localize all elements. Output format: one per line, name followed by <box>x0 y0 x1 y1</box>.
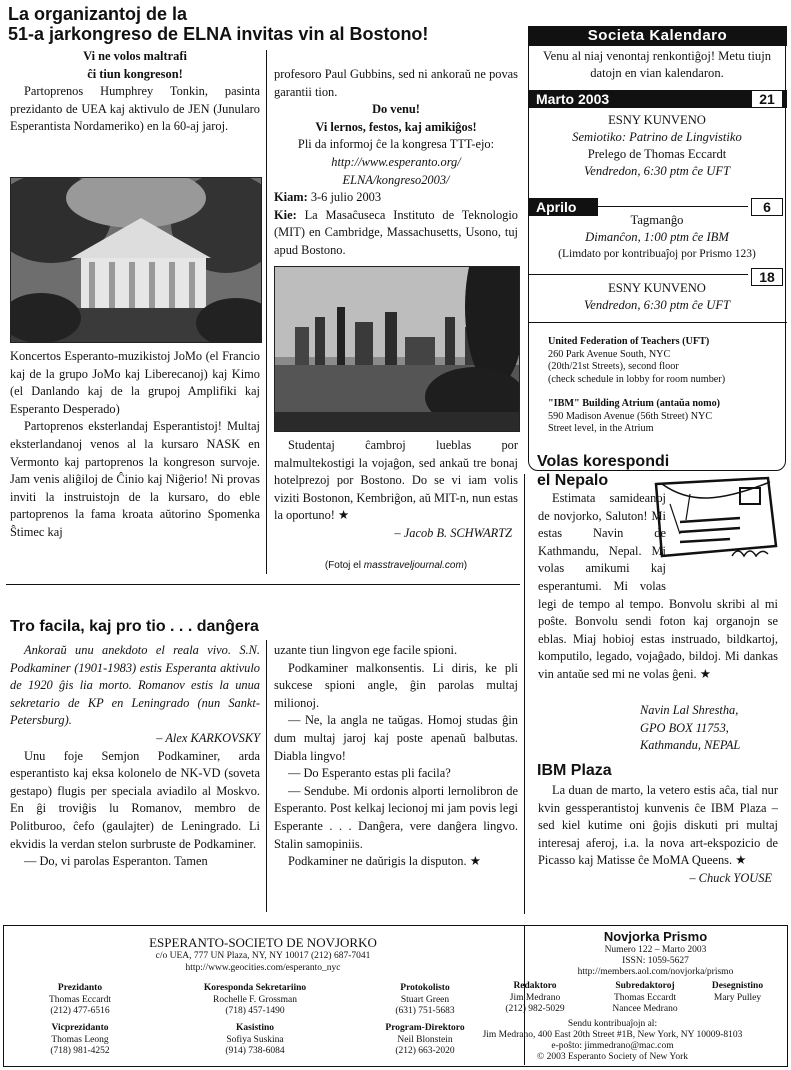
tro-facila-headline: Tro facila, kaj pro tio . . . danĝera <box>10 618 259 635</box>
headline <box>8 4 518 44</box>
elna-p1: Partoprenos Humphrey Tonkin, pasinta prezidanto de UEA kaj aktivulo de JEN (Junularo Esperantista Nordameriko) en la 60-aj jaroj. <box>10 84 260 134</box>
day-6: 6 <box>751 198 783 216</box>
officer-sekretariino: Koresponda Sekretariino Rochelle F. Grossman (718) 457-1490 <box>203 983 307 1016</box>
elna-article-col2 <box>274 66 518 260</box>
column-divider <box>266 50 267 574</box>
officer-program-direktoro: Program-Direktoro Neil Blonstein (212) 663-2020 <box>385 1023 465 1056</box>
calendar-event-1[interactable]: ESNY KUNVENO Semiotiko: Patrino de Lingvistiko Prelego de Thomas Eccardt Vendredon, 6:30 ptm ĉe UFT <box>572 113 742 178</box>
calendar-event-3[interactable]: ESNY KUNVENO Vendredon, 6:30 ptm ĉe UFT <box>583 281 731 312</box>
kongreso-url-2[interactable]: ELNA/kongreso2003/ <box>342 172 450 187</box>
headline-line2: 51-a jarkongreso de ELNA invitas vin al Bostono! <box>8 24 429 44</box>
photo-credit: (Fotoj el masstraveljournal.com) <box>324 560 468 571</box>
right-column-divider <box>524 474 525 914</box>
month-bar-aprilo: Aprilo <box>528 198 598 216</box>
tro-facila-p6: — Do Esperanto estas pli facila? <box>288 766 451 781</box>
officer-vicprezidanto: Vicprezidanto Thomas Leong (718) 981-4252 <box>50 1023 110 1056</box>
issn: ISSN: 1059-5627 <box>622 956 689 966</box>
event3-rule <box>528 274 748 275</box>
calendar-intro: Venu al niaj venontaj renkontiĝoj! Metu tiujn datojn en vian kalendaron. <box>542 49 772 80</box>
nepalo-headline: Volas korespondi el Nepalo <box>537 453 670 489</box>
tro-facila-p1: Unu foje Semjon Podkaminer, arda esperantisto kaj eksa kolonelo de NK-VD (soveta gestapo) flugis per speciala aviadilo al Moskvo. En ĝi troviĝis lu Romanov, membro de Politburoo, ĉefo (gaulajter) de Leningrado. Li ekvidis la verdan stelon surbruste de Podkaminer. <box>10 748 260 851</box>
elna-article-col1-b <box>10 348 260 542</box>
editor-redaktoro: Redaktoro Jim Medrano (212) 982-5029 <box>505 981 565 1014</box>
publication-url[interactable]: http://members.aol.com/novjorka/prismo <box>577 967 734 977</box>
nepalo-body: Estimata samideanoj de novjorko, Saluton! Mi estas Navin de Kathmandu, Nepal. Mi volas amikumi kaj esperantumi. Mi volas legi de tempo al tempo. Bonvolu skribi al mi poŝte. Bonvolu sendi foton kaj organojn se eblas. Miaj hobioj estas instruado, bildkartoj, komputilo, legado, vojaĝado, bildoj. Mi dankas vin antaŭe sed mi ne volas ĝeni. ★ <box>538 491 778 681</box>
venu-line1: Do venu! <box>372 102 420 117</box>
column-divider-2 <box>266 640 267 912</box>
kie-line: Kie: La Masaĉuseca Instituto de Teknologio (MIT) en Cambridge, Massachusetts, Usono, tuj apud Bostono. <box>274 207 518 257</box>
officer-prezidanto: Prezidanto Thomas Eccardt (212) 477-6516 <box>49 983 111 1016</box>
society-address: c/o UEA, 777 UN Plaza, NY, NY 10017 (212) 687-7041 <box>155 951 371 961</box>
send-to-address: Jim Medrano, 400 East 20th Street #1B, New York, NY 10009-8103 <box>482 1030 743 1040</box>
ibm-plaza-article <box>538 782 778 888</box>
section-divider <box>6 584 520 585</box>
elna-p2: Partoprenos eksterlandaj Esperantistoj! Multaj eksterlandanoj venos al la kursaro NASK en Vermonto kaj partoprenos la kongreson survoje. Jam venis aliĝiloj de Ĉinio kaj Niĝerio! Ni provas inviti la instruistojn de la kursaro, do eble partoprenos la fama kroata aŭtorino Spomenka Ŝtimec kaj <box>10 419 260 539</box>
month-bar-marto: Marto 2003 <box>528 90 787 108</box>
society-name: ESPERANTO-SOCIETO DE NOVJORKO <box>149 935 377 950</box>
headline-line1: La organizantoj de la <box>8 4 188 24</box>
elna-article-col2-b <box>274 437 518 543</box>
officer-protokolisto: Protokolisto Stuart Green (631) 751-5683 <box>395 983 455 1016</box>
kongreso-url-1[interactable]: http://www.esperanto.org/ <box>331 154 461 169</box>
elna-signature: – Jacob B. SCHWARTZ <box>394 525 512 540</box>
nepalo-signature: Navin Lal Shrestha, GPO BOX 11753, Kathmandu, NEPAL <box>640 703 741 753</box>
aprilo-rule <box>598 206 748 207</box>
tro-facila-p8: Podkaminer ne daŭrigis la disputon. ★ <box>288 854 481 869</box>
tro-facila-intro-signature: – Alex KARKOVSKY <box>156 730 260 745</box>
tro-facila-p7: — Sendube. Mi ordonis alporti lernolibron de Esperanto. Post kelkaj lecionoj mi jam povis legi Esperante . . . Danĝera, vere danĝera lingvo. Stalin samopiniis. <box>274 783 518 851</box>
nepalo-body-wrap <box>538 490 778 684</box>
elna-subhead1: Vi ne volos maltrafi <box>83 49 187 63</box>
day-21: 21 <box>751 90 783 108</box>
venu-line2: Vi lernos, festos, kaj amikiĝos! <box>315 119 477 134</box>
email[interactable]: e-poŝto: jimmedrano@mac.com <box>551 1041 674 1051</box>
info-line: Pli da informoj ĉe la kongresa TTT-ejo: <box>297 137 495 152</box>
ibm-plaza-body: La duan de marto, la vetero estis aĉa, tial nur kvin gessperantistoj kunvenis ĉe IBM Plaza – sed kiel kutime oni ĝojis diskuti pri multaj interesaj aferoj, i.a. la nova art-ekspozicio de Picasso kaj Matisse ĉe MoMA Queens. ★ <box>538 783 778 868</box>
society-url[interactable]: http://www.geocities.com/esperanto_nyc <box>185 963 341 973</box>
tro-facila-intro: Ankoraŭ unu anekdoto el reala vivo. S.N. Podkaminer (1901-1983) estis Esperanta aktivulo de 1920 ĝis lia morto. Romanov estis la unua sekretario de KP en Leningrado (nun Sankt-Petersburg). <box>10 643 260 728</box>
tro-facila-p3: uzante tiun lingvon ege facile spioni. <box>274 643 458 657</box>
tro-facila-p4: Podkaminer malkonsentis. Li diris, ke pli sukcese spioni angle, ĝin parolas multaj milionoj. <box>274 660 518 710</box>
photo-caption-1: Koncertos Esperanto-muzikistoj JoMo (el Francio kaj de la grupo JoMo kaj Liberecanoj) kaj Kimo (el Danlando kaj de la grupoj Amplifiki kaj Esperanto Desperado) <box>10 349 260 416</box>
tro-facila-p2: — Do, vi parolas Esperanton. Tamen <box>24 854 208 869</box>
officer-kasistino: Kasistino Sofiya Suskina (914) 738-6084 <box>225 1023 285 1056</box>
tro-facila-col2 <box>274 642 518 871</box>
elna-p3: profesoro Paul Gubbins, sed ni ankoraŭ ne povas garantii tion. <box>274 67 518 99</box>
kiam-line: Kiam: 3-6 julio 2003 <box>274 190 382 205</box>
venues-rule <box>528 322 787 323</box>
publication-title: Novjorka Prismo <box>603 929 708 944</box>
tro-facila-col1 <box>10 642 260 871</box>
ibm-plaza-signature: – Chuck YOUSE <box>689 870 772 885</box>
editor-subredaktoroj: Subredaktoroj Thomas Eccardt Nancee Medrano <box>612 981 678 1014</box>
tro-facila-p5: — Ne, la angla ne taŭgas. Homoj studas ĝin dum multaj jaroj kaj poste apenaŭ balbutas. Diabla lingvo! <box>274 713 518 763</box>
send-to-label: Sendu kontribuaĵojn al: <box>567 1019 658 1029</box>
photo-caption-2: Studentaj ĉambroj lueblas por malmultekostigi la vojaĝon, sed ankaŭ tre bonaj hotelprezoj por Bostono. Do se vi iam volis viziti Bostonon, Kembriĝon, aŭ MIT-n, nun estas la oportuno! ★ <box>274 438 518 523</box>
calendar-title: Societa Kalendaro <box>528 26 787 46</box>
photo-skyline <box>274 266 520 432</box>
elna-article-col1 <box>10 48 260 136</box>
ibm-plaza-headline: IBM Plaza <box>537 762 612 779</box>
venue-ibm: "IBM" Building Atrium (antaŭa nomo) 590 Madison Avenue (56th Street) NYC Street level, in the Atrium <box>548 398 721 434</box>
copyright: © 2003 Esperanto Society of New York <box>536 1052 689 1062</box>
editor-desegnistino: Desegnistino Mary Pulley <box>711 981 764 1003</box>
venue-uft: United Federation of Teachers (UFT) 260 Park Avenue South, NYC (20th/21st Streets), second floor (check schedule in lobby for room number) <box>548 336 726 385</box>
elna-subhead2: ĉi tiun kongreson! <box>87 66 183 81</box>
photo-building <box>10 177 262 343</box>
calendar-event-2[interactable]: Tagmanĝo Dimanĉon, 1:00 ptm ĉe IBM (Limdato por kontribuaĵoj por Prismo 123) <box>558 213 756 260</box>
day-18: 18 <box>751 268 783 286</box>
issue-number: Numero 122 – Marto 2003 <box>604 945 707 955</box>
